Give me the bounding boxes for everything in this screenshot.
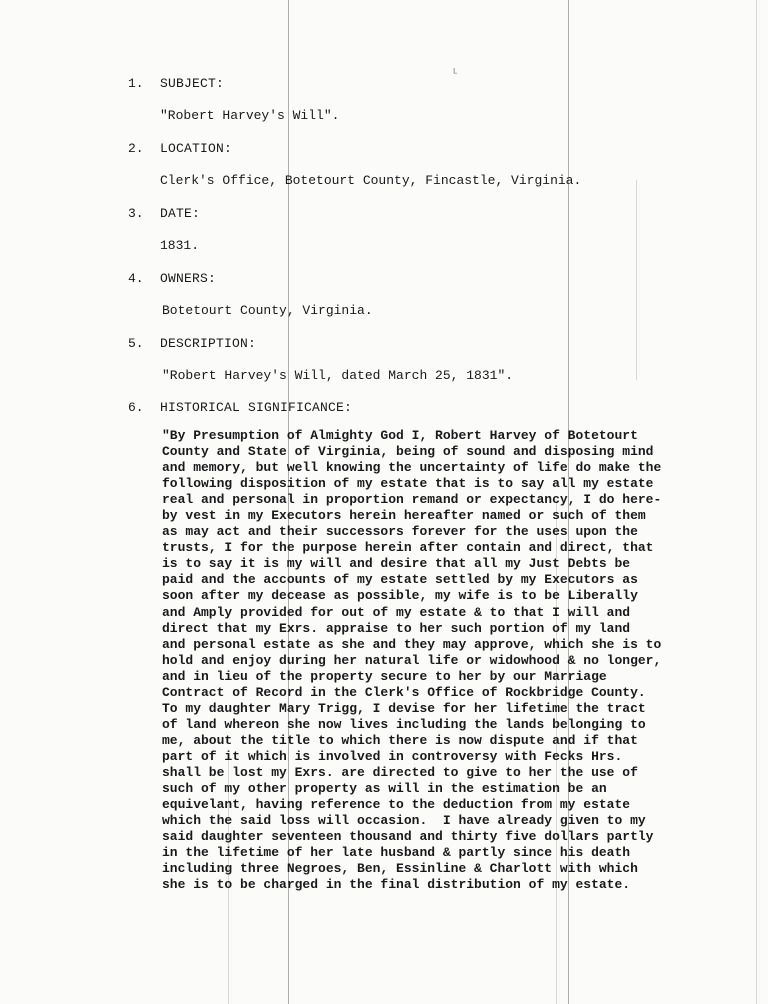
section-5-heading <box>128 336 256 352</box>
will-text-line: hold and enjoy during her natural life or widowhood & no longer, <box>162 652 662 668</box>
section-4-value: Botetourt County, Virginia. <box>162 303 373 318</box>
section-5-value: "Robert Harvey's Will, dated March 25, 1831". <box>162 368 514 383</box>
will-text-line: real and personal in proportion remand or expectancy, I do here- <box>162 492 662 508</box>
will-text-line: paid and the accounts of my estate settled by my Executors as <box>162 572 638 588</box>
will-text-line: is to say it is my will and desire that all my Just Debts be <box>162 556 631 572</box>
section-number: 1. <box>128 76 144 91</box>
section-number: 4. <box>128 271 144 286</box>
section-heading: LOCATION: <box>160 141 233 156</box>
will-text-line: Contract of Record in the Clerk's Office of Rockbridge County. <box>162 684 646 700</box>
will-text-line: said daughter seventeen thousand and thirty five dollars partly <box>162 829 654 845</box>
historical-significance-text <box>162 428 661 893</box>
will-text-line: and in lieu of the property secure to her by our Marriage <box>162 668 607 684</box>
section-3-value: 1831. <box>160 238 200 253</box>
will-text-line: following disposition of my estate that is to say all my estate <box>162 476 654 492</box>
section-2-value: Clerk's Office, Botetourt County, Fincastle, Virginia. <box>160 173 582 188</box>
will-text-line: To my daughter Mary Trigg, I devise for her lifetime the tract <box>162 700 646 716</box>
will-text-line: equivelant, having reference to the deduction from my estate <box>162 797 631 813</box>
will-text-line: direct that my Exrs. appraise to her such portion of my land <box>162 620 631 636</box>
section-heading: DATE: <box>160 206 201 221</box>
will-text-line: soon after my decease as possible, my wife is to be Liberally <box>162 588 638 604</box>
will-text-line: she is to be charged in the final distribution of my estate. <box>162 877 631 893</box>
will-text-line: in the lifetime of her late husband & partly since his death <box>162 845 631 861</box>
section-heading: HISTORICAL SIGNIFICANCE: <box>160 400 353 415</box>
section-number: 2. <box>128 141 144 156</box>
will-text-line: as may act and their successors forever for the uses upon the <box>162 524 638 540</box>
will-text-line: shall be lost my Exrs. are directed to give to her the use of <box>162 764 638 780</box>
will-text-line: which the said loss will occasion. I have already given to my <box>162 813 646 829</box>
will-text-line: of land whereon she now lives including the lands belonging to <box>162 716 646 732</box>
will-text-line: such of my other property as will in the estimation be an <box>162 781 607 797</box>
section-1-heading <box>128 76 224 92</box>
section-heading: OWNERS: <box>160 271 217 286</box>
will-text-line: and Amply provided for out of my estate & to that I will and <box>162 604 631 620</box>
will-text-line: me, about the title to which there is now dispute and if that <box>162 732 638 748</box>
will-text-line: part of it which is involved in controversy with Fecks Hrs. <box>162 748 623 764</box>
will-text-line: trusts, I for the purpose herein after contain and direct, that <box>162 540 654 556</box>
will-text-line: and memory, but well knowing the uncertainty of life do make the <box>162 460 662 476</box>
will-text-line: including three Negroes, Ben, Essinline & Charlott with which <box>162 861 638 877</box>
section-6-heading <box>128 400 352 416</box>
scan-streak <box>636 180 637 380</box>
will-text-line: and personal estate as she and they may approve, which she is to <box>162 636 662 652</box>
section-heading: DESCRIPTION: <box>160 336 257 351</box>
scan-streak <box>756 0 757 1004</box>
section-heading: SUBJECT: <box>160 76 225 91</box>
will-text-line: "By Presumption of Almighty God I, Robert Harvey of Botetourt <box>162 428 638 443</box>
section-number: 6. <box>128 400 144 415</box>
will-text-line: by vest in my Executors herein hereafter named or such of them <box>162 508 646 524</box>
section-4-heading <box>128 271 216 287</box>
section-3-heading <box>128 206 200 222</box>
section-number: 5. <box>128 336 144 351</box>
scan-speck: ᴸ <box>452 68 459 80</box>
will-text-line: County and State of Virginia, being of sound and disposing mind <box>162 444 654 460</box>
section-number: 3. <box>128 206 144 221</box>
section-1-value: "Robert Harvey's Will". <box>160 108 340 123</box>
section-2-heading <box>128 141 232 157</box>
